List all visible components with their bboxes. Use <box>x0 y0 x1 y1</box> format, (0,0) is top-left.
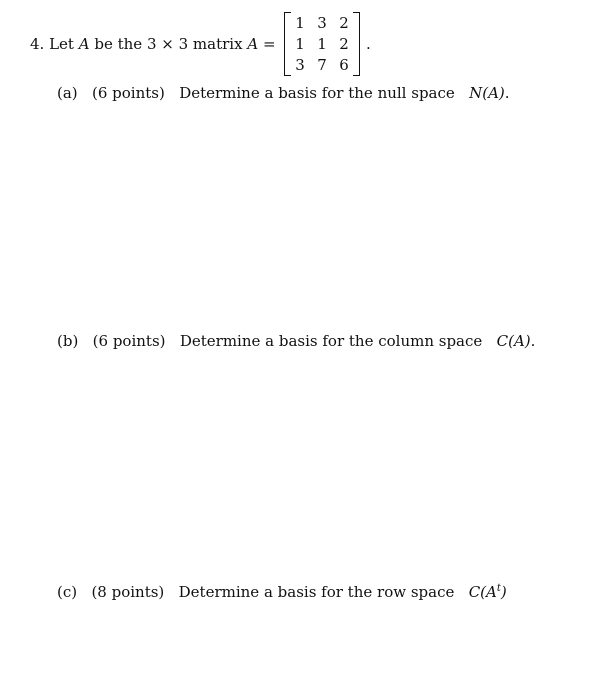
part-a-math: N(A) <box>469 84 505 102</box>
part-c-text: Determine a basis for the row space <box>178 583 455 601</box>
question-text-mid: be the 3 × 3 matrix <box>94 35 243 53</box>
matrix-cell: 3 <box>295 56 305 74</box>
part-b-points: (6 points) <box>92 332 166 350</box>
question-header <box>30 33 276 55</box>
part-b-label: (b) <box>57 332 79 350</box>
matrix-cell: 1 <box>295 14 305 32</box>
matrix-variable-2: A <box>247 35 259 53</box>
part-c-label: (c) <box>57 583 78 601</box>
equals-sign: = <box>262 35 276 53</box>
matrix-cell: 3 <box>317 14 327 32</box>
matrix-cell: 2 <box>339 35 349 53</box>
part-c-math-suffix: ) <box>500 583 507 601</box>
part-c-math-sup: t <box>496 583 501 594</box>
part-b-math: C(A) <box>496 332 531 350</box>
matrix-cell: 6 <box>339 56 349 74</box>
matrix-cell: 7 <box>317 56 327 74</box>
part-a-text: Determine a basis for the null space <box>179 84 455 102</box>
question-text-let: Let <box>49 35 74 53</box>
part-c <box>57 578 507 600</box>
matrix-cell: 2 <box>339 14 349 32</box>
question-period: . <box>366 35 371 53</box>
matrix-right-bracket <box>353 12 360 76</box>
part-c-math-prefix: C(A <box>468 583 497 601</box>
matrix-cell: 1 <box>295 35 305 53</box>
part-b-text: Determine a basis for the column space <box>179 332 483 350</box>
matrix-cell: 1 <box>317 35 327 53</box>
part-a <box>57 82 510 104</box>
question-number: 4. <box>30 35 45 53</box>
matrix-a <box>284 12 360 76</box>
part-b <box>57 330 535 352</box>
part-b-end: . <box>530 332 536 350</box>
part-c-points: (8 points) <box>91 583 165 601</box>
part-a-end: . <box>504 84 510 102</box>
matrix-variable: A <box>78 35 90 53</box>
part-a-points: (6 points) <box>92 84 165 102</box>
part-a-label: (a) <box>57 84 78 102</box>
